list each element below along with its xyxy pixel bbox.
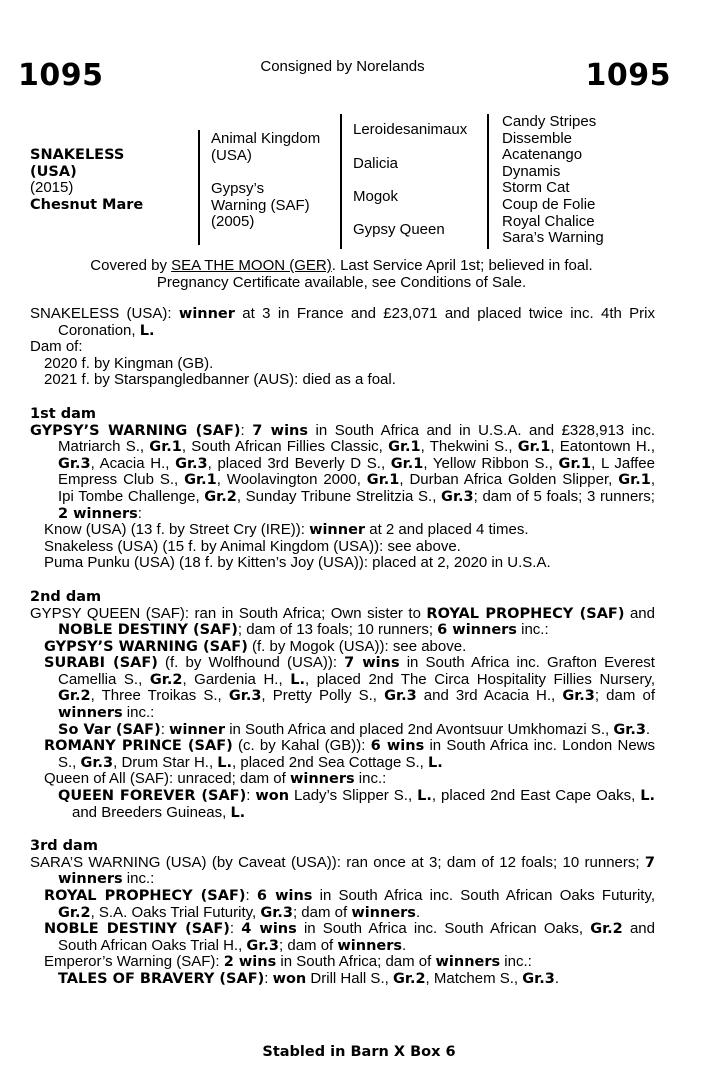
horse-identity <box>30 147 143 213</box>
progeny-entry: ROYAL PROPHECY (SAF): 6 wins in South Africa inc. South African Oaks Futurity, Gr.2, S.A. Oaks Trial Futurity, Gr.3; dam of winners. <box>44 887 655 921</box>
third-dam-record: SARA’S WARNING (USA) (by Caveat (USA)): ran once at 3; dam of 12 foals; 10 runners; 7 winners inc.: <box>30 853 655 888</box>
first-dam-record: GYPSY’S WARNING (SAF): 7 wins in South Africa and in U.S.A. and £328,913 inc. Matriarch S., Gr.1, South African Fillies Classic, Gr.1, Thekwini S., Gr.1, Eatontown H., Gr.3, Acacia H., Gr.3, placed 3rd Beverly D S., Gr.1, Yellow Ribbon S., Gr.1, L Jaffee Empress Club S., Gr.1, Woolavington 2000, Gr.1, Durban Africa Golden Slipper, Gr.1, Ipi Tombe Challenge, Gr.2, Sunday Tribune Strelitzia S., Gr.3; dam of 5 foals; 3 runners; 2 winners: <box>30 421 656 522</box>
covered-service: . Last Service April 1st; believed in foal. <box>331 257 593 274</box>
gen3-1: Candy Stripes <box>502 113 597 130</box>
progeny-sub-entry: So Var (SAF): winner in South Africa and placed 2nd Avontsuur Umkhomazi S., Gr.3. <box>58 720 651 738</box>
dam-of-label: Dam of: <box>30 338 83 356</box>
dam-name-2: Warning (SAF) <box>211 196 310 214</box>
dam-name-1: Gypsy’s <box>211 180 265 197</box>
gen3-8: Sara’s Warning <box>502 229 604 247</box>
gen3-4: Dynamis <box>502 162 561 180</box>
sire-name: Animal Kingdom <box>211 130 321 147</box>
progeny-entry: ROMANY PRINCE (SAF) (c. by Kahal (GB)): 6 wins in South Africa inc. London News S., Gr.3, Drum Star H., L., placed 2nd Sea Cottage S., L. <box>44 737 655 771</box>
horse-description: Chesnut Mare <box>30 196 144 213</box>
lot-number-left: 1095 <box>18 58 104 93</box>
sire-country: (USA) <box>211 146 252 164</box>
dam-year: (2005) <box>211 213 255 231</box>
progeny-entry: GYPSY’S WARNING (SAF) (f. by Mogok (USA)): see above. <box>44 637 467 655</box>
covering-stallion: SEA THE MOON (GER) <box>171 257 332 274</box>
gen3-6: Coup de Folie <box>502 195 596 213</box>
covered-prefix: Covered by <box>90 257 172 274</box>
horse-country: (USA) <box>30 163 77 180</box>
pedigree-gen2-3: Mogok <box>353 188 399 205</box>
covered-notice <box>0 258 683 291</box>
gen3-5: Storm Cat <box>502 179 570 197</box>
foal-entry: Know (USA) (13 f. by Street Cry (IRE)): winner at 2 and placed 4 times. <box>44 521 529 539</box>
produce-item: 2020 f. by Kingman (GB). <box>44 354 214 372</box>
pedigree-sire <box>211 131 320 164</box>
summary-record: SNAKELESS (USA): winner at 3 in France and £23,071 and placed twice inc. 4th Prix Coronation, L. <box>30 305 656 339</box>
pedigree-divider-1 <box>198 130 200 245</box>
catalogue-body <box>30 306 655 988</box>
gen3-2: Dissemble <box>502 129 573 147</box>
pedigree-gen2-1: Leroidesanimaux <box>353 121 468 138</box>
stabling-footer: Stabled in Barn X Box 6 <box>262 1044 456 1060</box>
first-dam-heading: 1st dam <box>30 405 96 422</box>
second-dam-heading: 2nd dam <box>30 588 102 605</box>
foal-entry: Puma Punku (USA) (18 f. by Kitten’s Joy (USA)): placed at 2, 2020 in U.S.A. <box>44 554 551 572</box>
pregnancy-certificate: Pregnancy Certificate available, see Conditions of Sale. <box>156 273 527 291</box>
second-dam-record: GYPSY QUEEN (SAF): ran in South Africa; Own sister to ROYAL PROPHECY (SAF) and NOBLE DESTINY (SAF); dam of 13 foals; 10 runners; 6 winners inc.: <box>30 604 655 639</box>
gen3-7: Royal Chalice <box>502 212 595 230</box>
progeny-entry: NOBLE DESTINY (SAF): 4 wins in South Africa inc. South African Oaks, Gr.2 and South African Oaks Trial H., Gr.3; dam of winners. <box>44 920 655 954</box>
pedigree-divider-3 <box>487 114 489 249</box>
lot-number-right: 1095 <box>585 58 671 93</box>
gen3-3: Acatenango <box>502 146 583 164</box>
pedigree-divider-2 <box>340 114 342 249</box>
pedigree-gen2-4: Gypsy Queen <box>353 221 445 238</box>
third-dam-heading: 3rd dam <box>30 838 98 855</box>
progeny-entry: Emperor’s Warning (SAF): 2 wins in South Africa; dam of winners inc.: <box>44 953 532 971</box>
progeny-sub-entry: QUEEN FOREVER (SAF): won Lady’s Slipper S., L., placed 2nd East Cape Oaks, L. and Breeders Guineas, L. <box>58 787 655 821</box>
produce-item: 2021 f. by Starspangledbanner (AUS): died as a foal. <box>44 371 396 389</box>
pedigree-gen3 <box>502 114 604 247</box>
progeny-entry: Queen of All (SAF): unraced; dam of winners inc.: <box>44 770 387 788</box>
progeny-entry: SURABI (SAF) (f. by Wolfhound (USA)): 7 wins in South Africa inc. Grafton Everest Camellia S., Gr.2, Gardenia H., L., placed 2nd The Circa Hospitality Fillies Nursery, Gr.2, Three Troikas S., Gr.3, Pretty Polly S., Gr.3 and 3rd Acacia H., Gr.3; dam of winners inc.: <box>44 654 656 722</box>
horse-year: (2015) <box>30 179 74 197</box>
foal-entry: Snakeless (USA) (15 f. by Animal Kingdom (USA)): see above. <box>44 537 461 555</box>
consignor: Consigned by Norelands <box>260 58 425 75</box>
pedigree-gen2-2: Dalicia <box>353 155 399 172</box>
horse-name: SNAKELESS <box>30 147 125 163</box>
pedigree-dam <box>211 181 310 231</box>
progeny-sub-entry: TALES OF BRAVERY (SAF): won Drill Hall S., Gr.2, Matchem S., Gr.3. <box>58 969 560 987</box>
